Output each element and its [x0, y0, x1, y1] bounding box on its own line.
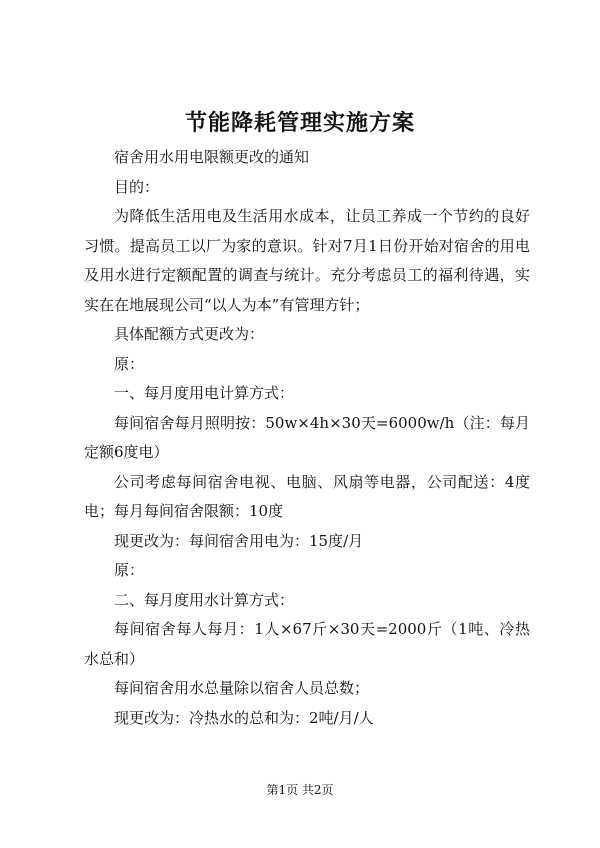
paragraph-lighting-calc: 每间宿舍每月照明按：50w×4h×30天=6000w/h（注：每月定额6度电）: [84, 413, 530, 461]
paragraph-original-label-2: 原：: [114, 561, 145, 579]
paragraph-water-division: 每间宿舍用水总量除以宿舍人员总数；: [114, 679, 370, 697]
paragraph-electricity-new: 现更改为：每间宿舍用电为：15度/月: [114, 531, 364, 550]
paragraph-purpose-text: 为降低生活用电及生活用水成本，让员工养成一个节约的良好习惯。提高员工以厂为家的意识。针对7月1日份开始对宿舍的用电及用水进行定额配置的调查与统计。充分考虑员工的福利待遇，实实在在地展现公司“以人为本”有管理方针；: [84, 207, 530, 314]
paragraph-quota-method: 具体配额方式更改为：: [114, 325, 265, 343]
paragraph-water-calc: 每间宿舍每人每月：1人×67斤×30天=2000斤（1吨、冷热水总和）: [84, 620, 530, 668]
paragraph-appliance-allowance: 公司考虑每间宿舍电视、电脑、风扇等电器，公司配送：4度电；每月每间宿舍限额：10度: [84, 472, 530, 520]
paragraph-electricity-heading: 一、每月度用电计算方式：: [114, 384, 295, 402]
document-body: [84, 143, 530, 733]
paragraph-purpose-label: 目的：: [114, 177, 160, 196]
document-title: 节能降耗管理实施方案: [184, 110, 415, 136]
paragraph-notice-heading: 宿舍用水用电限额更改的通知: [114, 148, 310, 166]
paragraph-water-heading: 二、每月度用水计算方式：: [114, 590, 295, 609]
paragraph-original-label: 原：: [114, 354, 145, 373]
paragraph-water-new: 现更改为：冷热水的总和为：2吨/月/人: [114, 708, 374, 727]
page-footer: 第1页 共2页: [266, 783, 334, 797]
